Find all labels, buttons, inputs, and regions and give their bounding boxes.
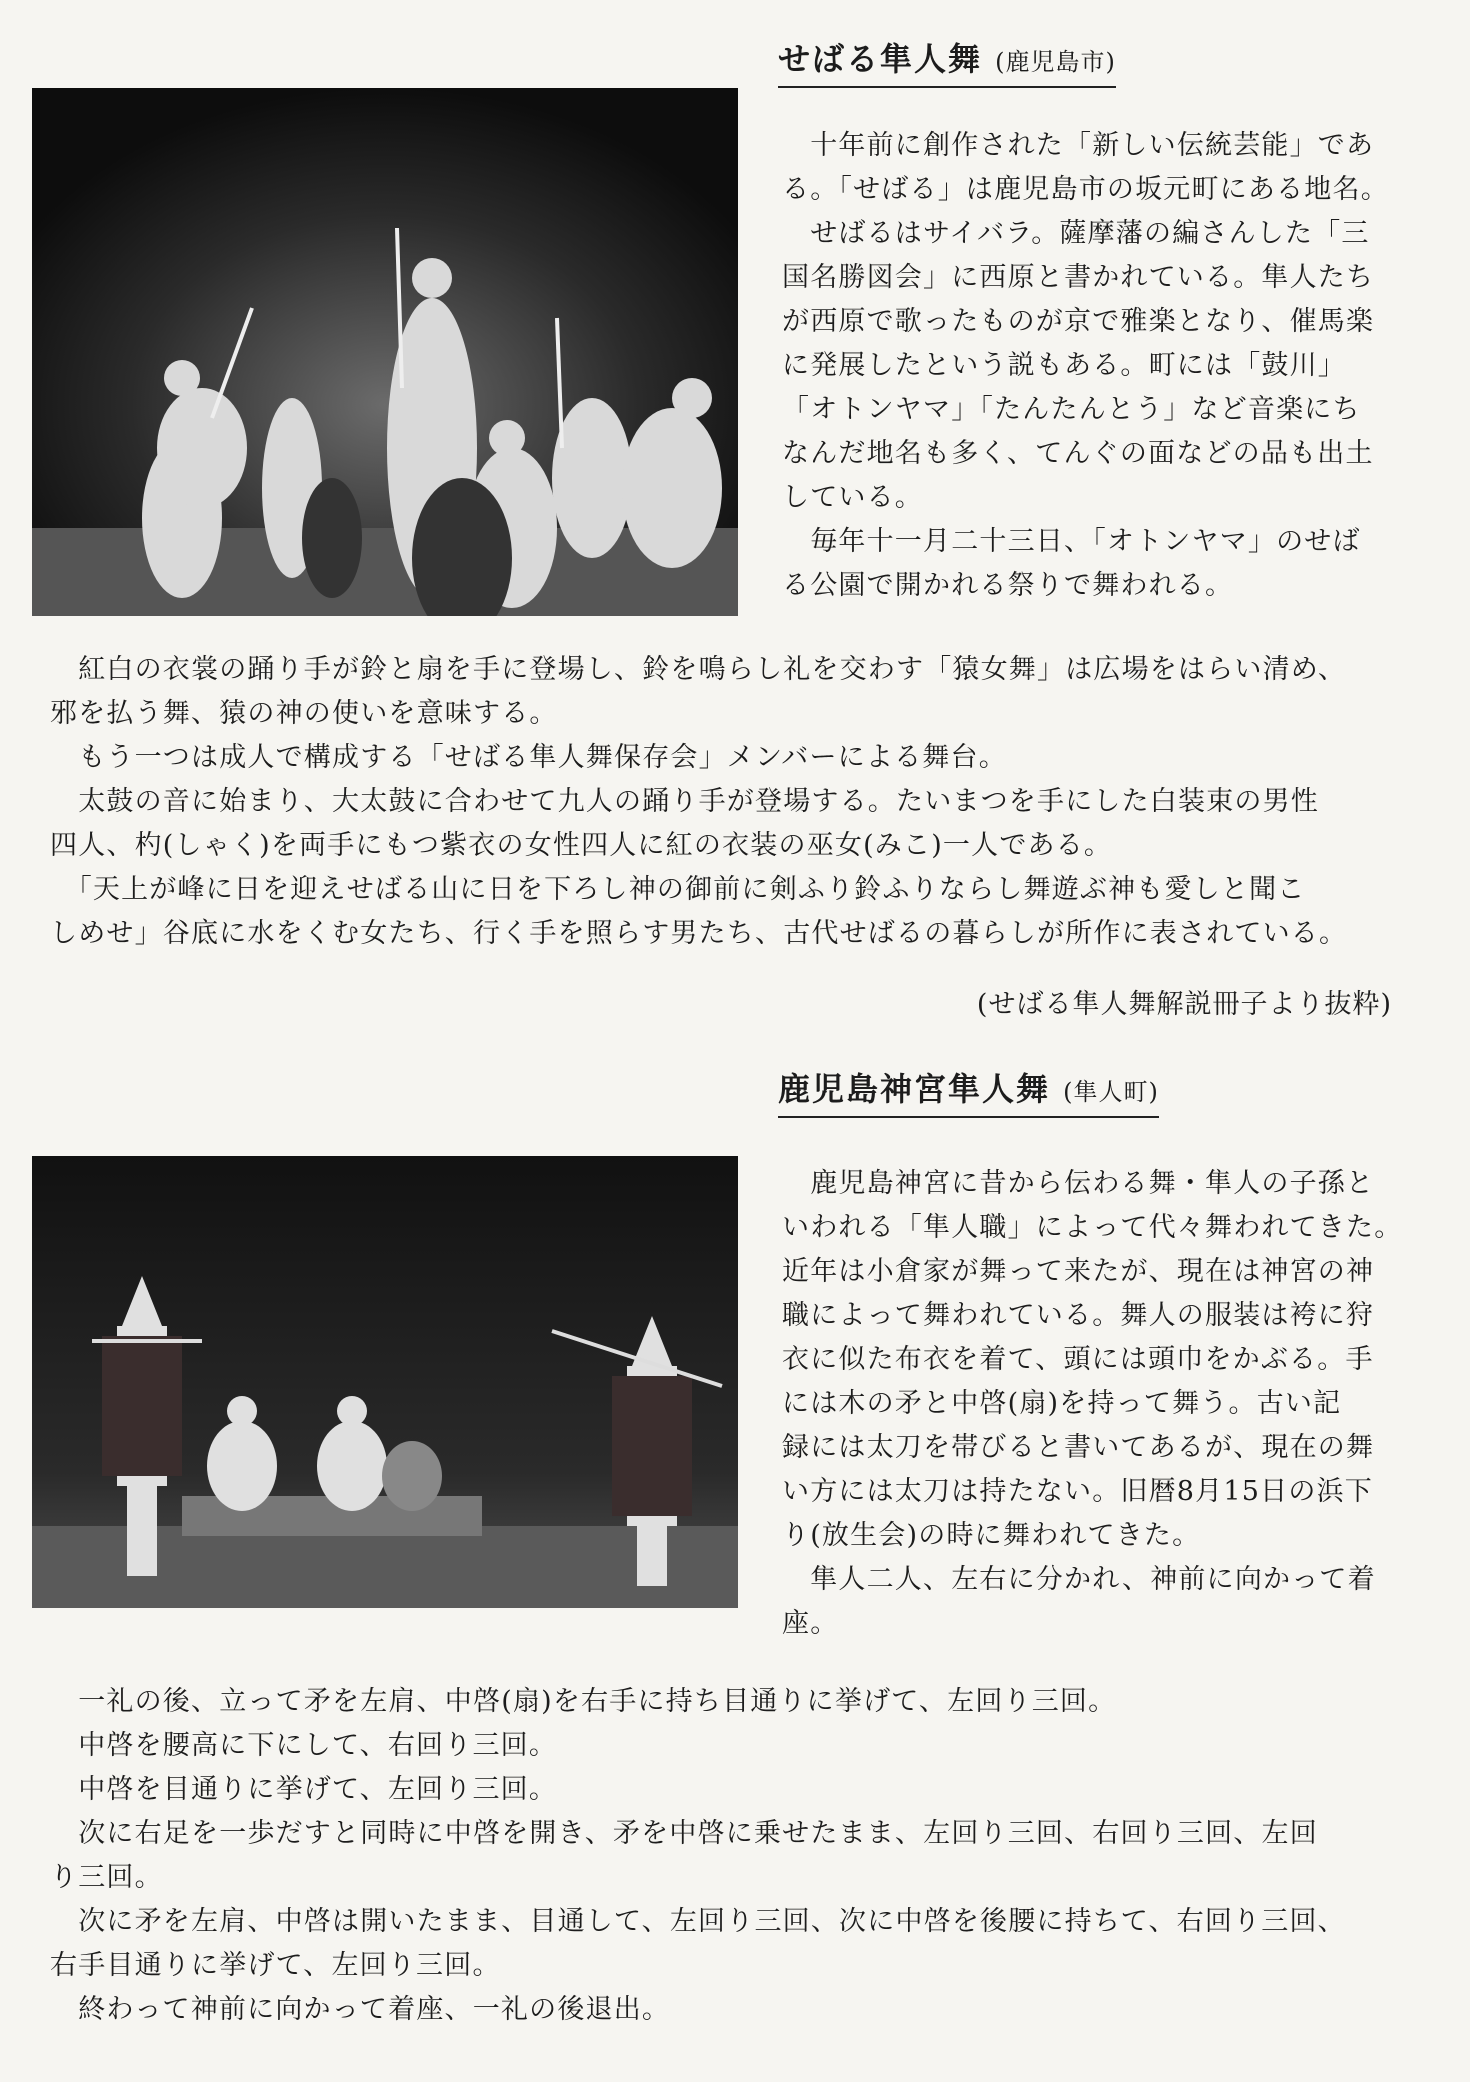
text-line: り三回。 — [50, 1862, 163, 1893]
text-line: 十年前に創作された「新しい伝統芸能」であ — [782, 130, 1375, 161]
text-line: り(放生会)の時に舞われてきた。 — [782, 1520, 1201, 1551]
text-line: 鹿児島神宮に昔から伝わる舞・隼人の子孫と — [782, 1168, 1375, 1199]
dance-photo-1 — [32, 88, 738, 616]
text-line: 「天上が峰に日を迎えせばる山に日を下ろし神の御前に剣ふり鈴ふりならし舞遊ぶ神も愛しと聞こ — [50, 874, 1306, 905]
text-line: る公園で開かれる祭りで舞われる。 — [782, 570, 1234, 601]
text-line: 邪を払う舞、猿の神の使いを意味する。 — [50, 698, 558, 729]
text-line: せばるはサイバラ。薩摩藩の編さんした「三 — [782, 218, 1370, 249]
text-line: 隼人二人、左右に分かれ、神前に向かって着 — [782, 1564, 1376, 1595]
text-line: 右手目通りに挙げて、左回り三回。 — [50, 1950, 501, 1981]
section2-body-text — [50, 1680, 1440, 2032]
text-line: 「オトンヤマ」「たんたんとう」など音楽にち — [782, 394, 1361, 425]
text-line: 衣に似た布衣を着て、頭には頭巾をかぶる。手 — [782, 1344, 1374, 1375]
text-line: いわれる「隼人職」によって代々舞われてきた。 — [782, 1212, 1403, 1243]
text-line: には木の矛と中啓(扇)を持って舞う。古い記 — [782, 1388, 1342, 1419]
text-line: 一礼の後、立って矛を左肩、中啓(扇)を右手に持ち目通りに挙げて、左回り三回。 — [50, 1686, 1117, 1717]
text-line: 次に右足を一歩だすと同時に中啓を開き、矛を中啓に乗せたまま、左回り三回、右回り三回、左回 — [50, 1818, 1318, 1849]
text-line: 職によって舞われている。舞人の服装は袴に狩 — [782, 1300, 1375, 1331]
section2-title — [778, 1064, 1159, 1118]
dance-photo-2 — [32, 1156, 738, 1608]
text-line: 太鼓の音に始まり、大太鼓に合わせて九人の踊り手が登場する。たいまつを手にした白装束の男性 — [50, 786, 1319, 817]
section1-intro-text — [782, 124, 1442, 608]
section1-title — [778, 34, 1116, 88]
text-line: 録には太刀を帯びると書いてあるが、現在の舞 — [782, 1432, 1375, 1463]
section1-body-text — [50, 648, 1440, 956]
text-line: している。 — [782, 482, 923, 513]
text-line: 座。 — [782, 1608, 839, 1639]
text-line: 毎年十一月二十三日、「オトンヤマ」のせば — [782, 526, 1361, 557]
text-line: 中啓を腰高に下にして、右回り三回。 — [50, 1730, 558, 1761]
source-citation: (せばる隼人舞解説冊子より抜粋) — [976, 989, 1392, 1020]
text-line: 終わって神前に向かって着座、一礼の後退出。 — [50, 1994, 671, 2025]
section1-title-text: せばる隼人舞 — [778, 40, 983, 78]
text-line: なんだ地名も多く、てんぐの面などの品も出土 — [782, 438, 1374, 469]
text-line: 四人、杓(しゃく)を両手にもつ紫衣の女性四人に紅の衣装の巫女(みこ)一人である。 — [50, 830, 1113, 861]
text-line: 中啓を目通りに挙げて、左回り三回。 — [50, 1774, 558, 1805]
section2-subtitle: (隼人町) — [1063, 1078, 1159, 1106]
text-line: に発展したという説もある。町には「鼓川」 — [782, 350, 1346, 381]
dance-photo-1-image — [32, 88, 738, 616]
text-line: 次に矛を左肩、中啓は開いたまま、目通して、左回り三回、次に中啓を後腰に持ちて、右回り三回、 — [50, 1906, 1346, 1937]
text-line: 近年は小倉家が舞って来たが、現在は神宮の神 — [782, 1256, 1375, 1287]
text-line: い方には太刀は持たない。旧暦8月15日の浜下 — [782, 1476, 1373, 1507]
text-line: る。「せばる」は鹿児島市の坂元町にある地名。 — [782, 174, 1389, 205]
section2-title-text: 鹿児島神宮隼人舞 — [778, 1070, 1051, 1108]
text-line: 国名勝図会」に西原と書かれている。隼人たち — [782, 262, 1375, 293]
dance-photo-2-image — [32, 1156, 738, 1608]
text-line: が西原で歌ったものが京で雅楽となり、催馬楽 — [782, 306, 1375, 337]
section2-intro-text — [782, 1162, 1442, 1646]
section1-subtitle: (鹿児島市) — [995, 48, 1116, 76]
text-line: しめせ」谷底に水をくむ女たち、行く手を照らす男たち、古代せばるの暮らしが所作に表されている。 — [50, 918, 1348, 949]
text-line: もう一つは成人で構成する「せばる隼人舞保存会」メンバーによる舞台。 — [50, 742, 1007, 773]
text-line: 紅白の衣裳の踊り手が鈴と扇を手に登場し、鈴を鳴らし礼を交わす「猿女舞」は広場をはらい清め、 — [50, 654, 1347, 685]
